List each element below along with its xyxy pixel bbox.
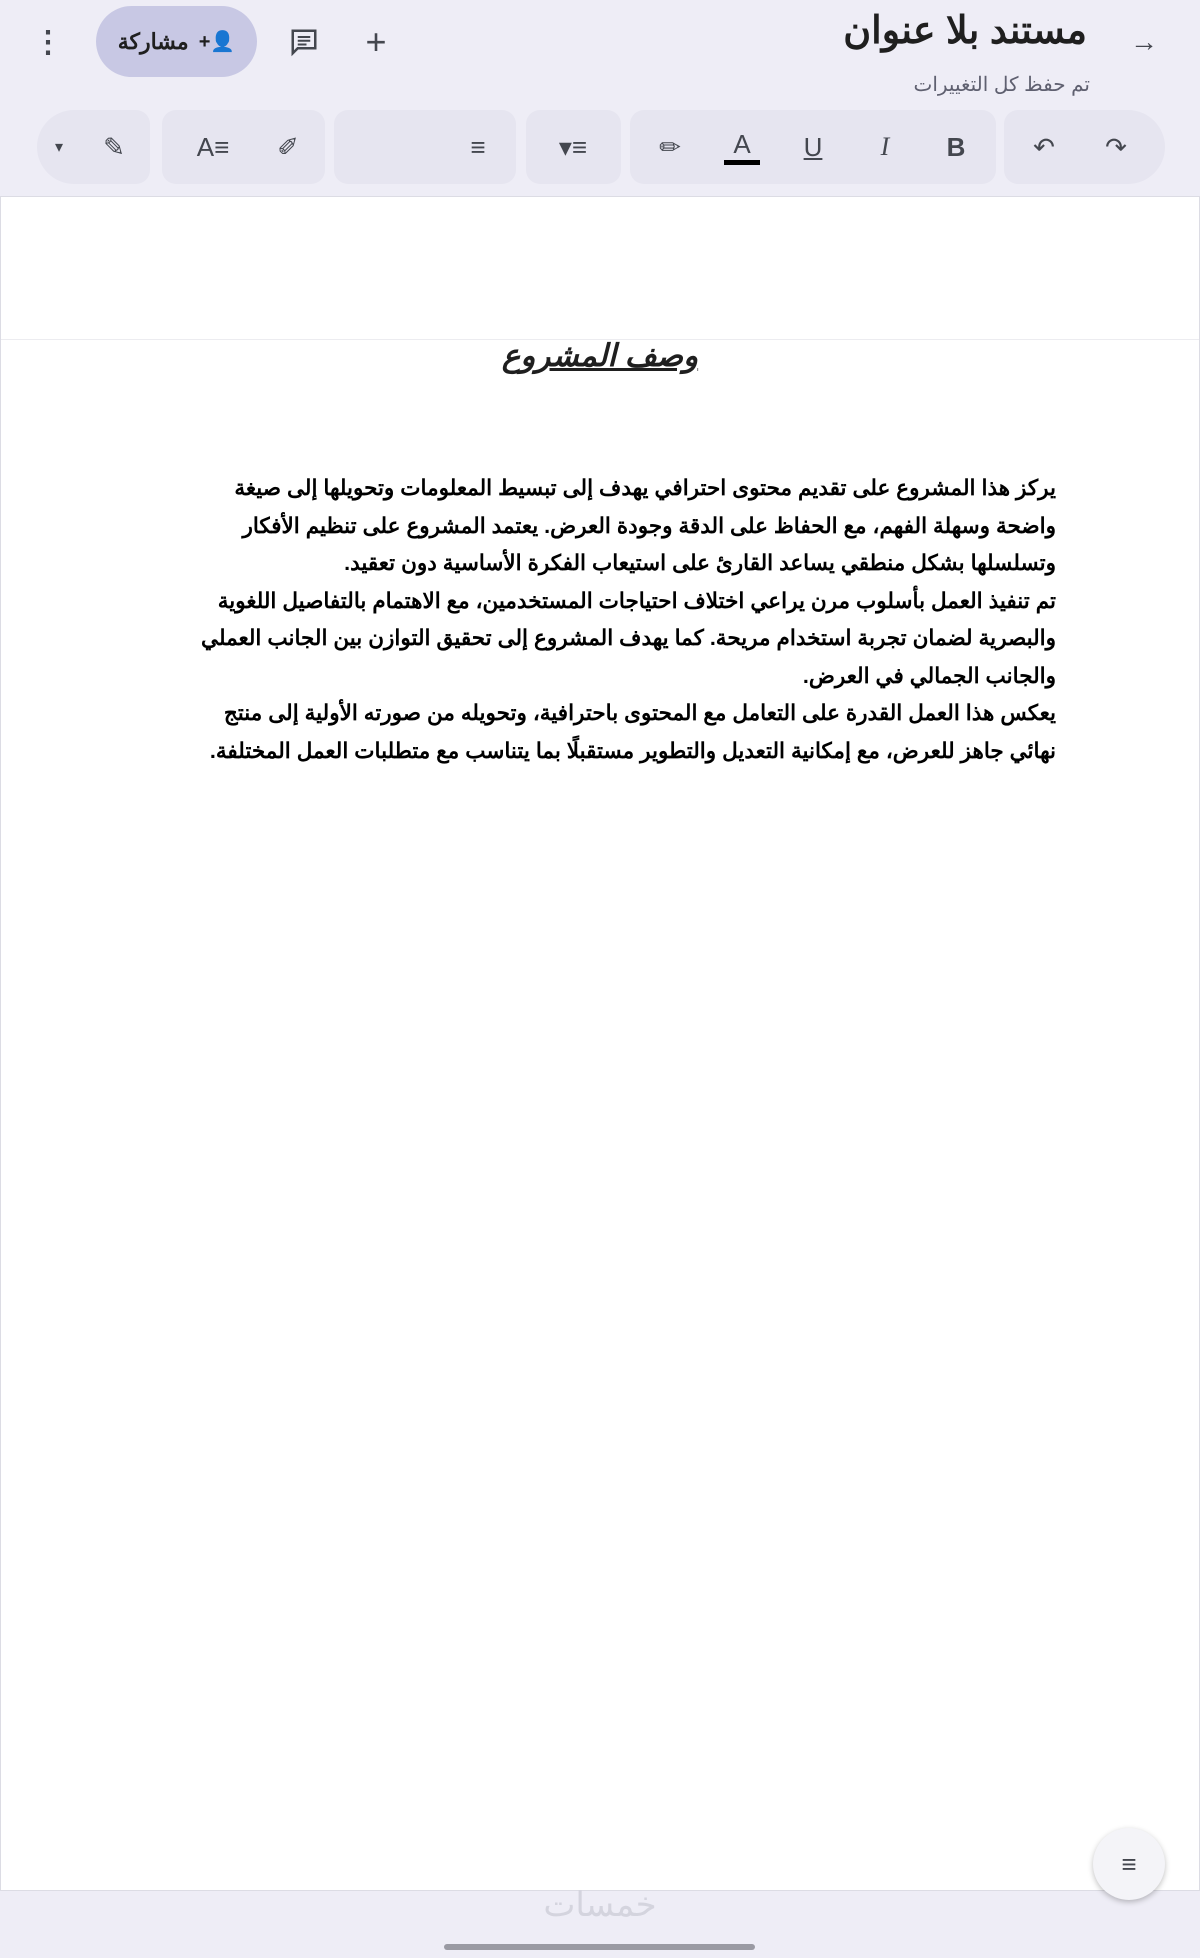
watermark: خمسات	[543, 1886, 657, 1924]
handwriting-icon[interactable]: ✐	[277, 131, 299, 162]
comment-icon[interactable]	[284, 20, 324, 64]
body-line: نهائي جاهز للعرض، مع إمكانية التعديل والتطوير مستقبلًا بما يتناسب مع متطلبات العمل المختلفة.	[209, 738, 1056, 763]
body-line: والجانب الجمالي في العرض.	[802, 663, 1056, 688]
body-line: تم تنفيذ العمل بأسلوب مرن يراعي اختلاف احتياجات المستخدمين، مع الاهتمام بالتفاصيل اللغوية	[217, 588, 1056, 613]
list-icon[interactable]: ≡	[470, 131, 486, 162]
text-color-swatch	[724, 160, 760, 165]
body-line: وتسلسلها بشكل منطقي يساعد القارئ على استيعاب الفكرة الأساسية دون تعقيد.	[344, 551, 1056, 575]
share-label: مشاركة	[117, 28, 189, 54]
more-options-icon[interactable]: ⋮	[33, 25, 63, 59]
back-arrow-icon[interactable]: →	[1130, 26, 1158, 57]
share-button[interactable]	[96, 6, 257, 77]
underline-button[interactable]: U	[803, 131, 823, 162]
body-line: واضحة وسهلة الفهم، مع الحفاظ على الدقة وجودة العرض. يعتمد المشروع على تنظيم الأفكار	[242, 513, 1056, 538]
document-page[interactable]	[0, 196, 1200, 1891]
home-indicator[interactable]	[444, 1944, 755, 1950]
outline-icon: ≡	[1121, 1848, 1137, 1879]
redo-icon[interactable]: ↷	[1105, 131, 1127, 162]
text-color-button[interactable]	[714, 110, 770, 184]
add-icon[interactable]: +	[365, 21, 387, 62]
italic-button[interactable]: I	[880, 132, 890, 161]
body-line: يعكس هذا العمل القدرة على التعامل مع المحتوى باحترافية، وتحويله من صورته الأولية إلى منتج	[223, 701, 1056, 725]
highlight-icon[interactable]: ✏	[659, 131, 681, 162]
pencil-icon[interactable]: ✎	[103, 131, 125, 162]
body-line: يركز هذا المشروع على تقديم محتوى احترافي يهدف إلى تبسيط المعلومات وتحويلها إلى صيغة	[234, 476, 1056, 500]
body-line: والبصرية لضمان تجربة استخدام مريحة. كما يهدف المشروع إلى تحقيق التوازن بين الجانب العملي	[201, 626, 1056, 650]
document-title[interactable]: مستند بلا عنوان	[843, 10, 1087, 52]
undo-icon[interactable]: ↶	[1033, 131, 1055, 162]
document-heading[interactable]: وصف المشروع	[501, 338, 699, 373]
edit-mode-dropdown-icon[interactable]: ▾	[54, 139, 64, 156]
document-body[interactable]	[136, 470, 1056, 770]
align-dropdown-icon[interactable]: ▾≡	[558, 131, 588, 162]
text-color-label: A	[733, 129, 751, 159]
bold-button[interactable]: B	[946, 131, 966, 162]
save-status: تم حفظ كل التغييرات	[913, 74, 1090, 96]
add-person-icon: 👤+	[198, 31, 236, 53]
text-format-icon[interactable]: A≡	[196, 131, 230, 162]
